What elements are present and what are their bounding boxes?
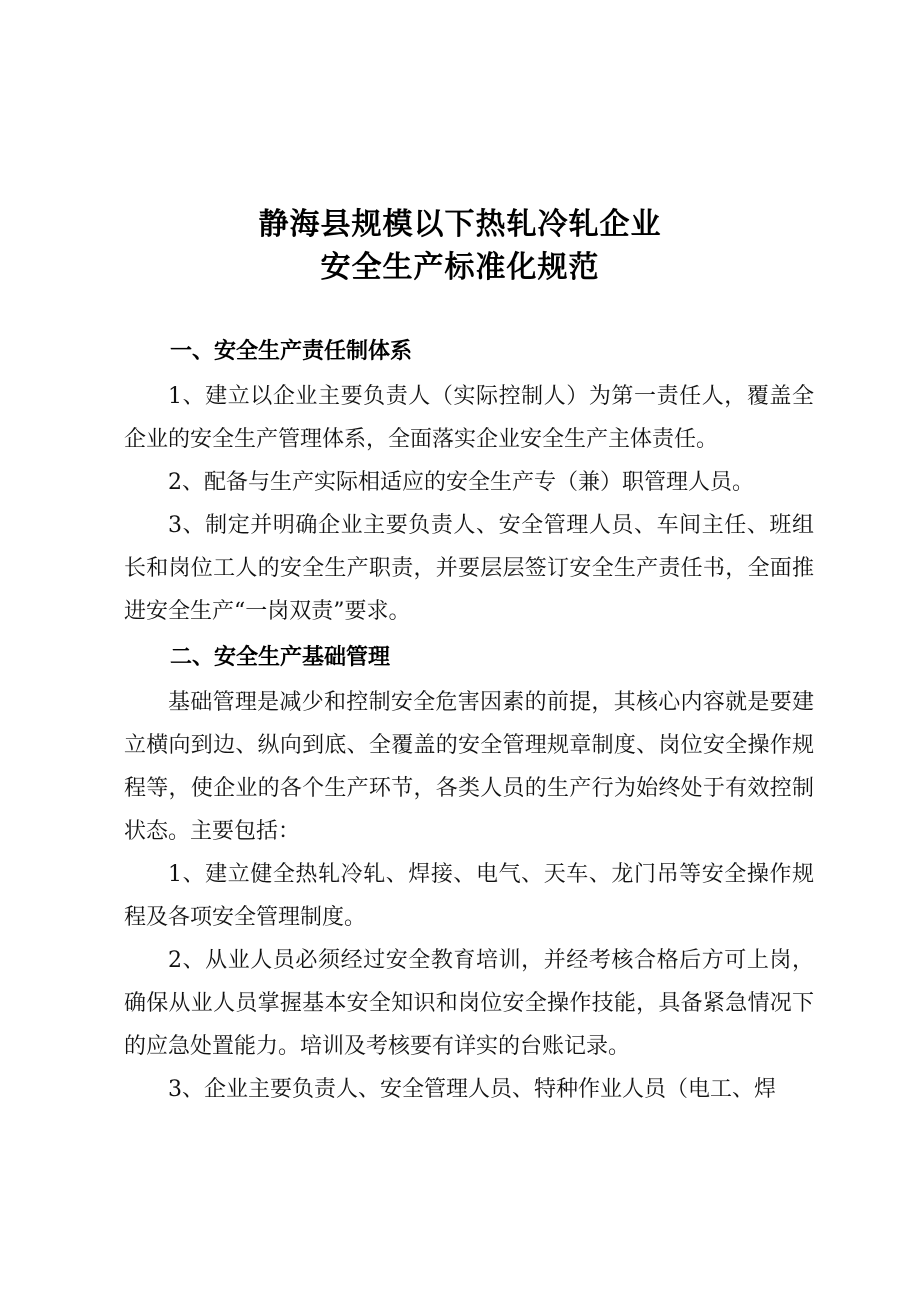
section-1-paragraph-2: 2、配备与生产实际相适应的安全生产专（兼）职管理人员。 [168,470,754,495]
section-1-heading: 一、安全生产责任制体系 [170,339,413,364]
section-1-paragraph-1: 1、建立以企业主要负责人（实际控制人）为第一责任人，覆盖全企业的安全生产管理体系，全面落实企业安全生产主体责任。 [124,384,814,452]
section-2-paragraph-intro: 基础管理是减少和控制安全危害因素的前提，其核心内容就是要建立横向到边、纵向到底、全覆盖的安全管理规章制度、岗位安全操作规程等，使企业的各个生产环节，各类人员的生产行为始终处于有效控制状态。主要包括： [124,690,814,844]
section-2-heading: 二、安全生产基础管理 [170,645,391,670]
document-title-line-1: 静海县规模以下热轧冷轧企业 [258,207,662,242]
section-1-paragraph-3: 3、制定并明确企业主要负责人、安全管理人员、车间主任、班组长和岗位工人的安全生产职责，并要层层签订安全生产责任书，全面推进安全生产“一岗双责”要求。 [124,513,814,624]
section-2-paragraph-1: 1、建立健全热轧冷轧、焊接、电气、天车、龙门吊等安全操作规程及各项安全管理制度。 [124,862,814,930]
section-2-paragraph-3: 3、企业主要负责人、安全管理人员、特种作业人员（电工、焊 [168,1077,776,1102]
document-title-line-2: 安全生产标准化规范 [320,250,600,285]
section-2-paragraph-2: 2、从业人员必须经过安全教育培训，并经考核合格后方可上岗，确保从业人员掌握基本安全知识和岗位安全操作技能，具备紧急情况下的应急处置能力。培训及考核要有详实的台账记录。 [124,948,814,1059]
